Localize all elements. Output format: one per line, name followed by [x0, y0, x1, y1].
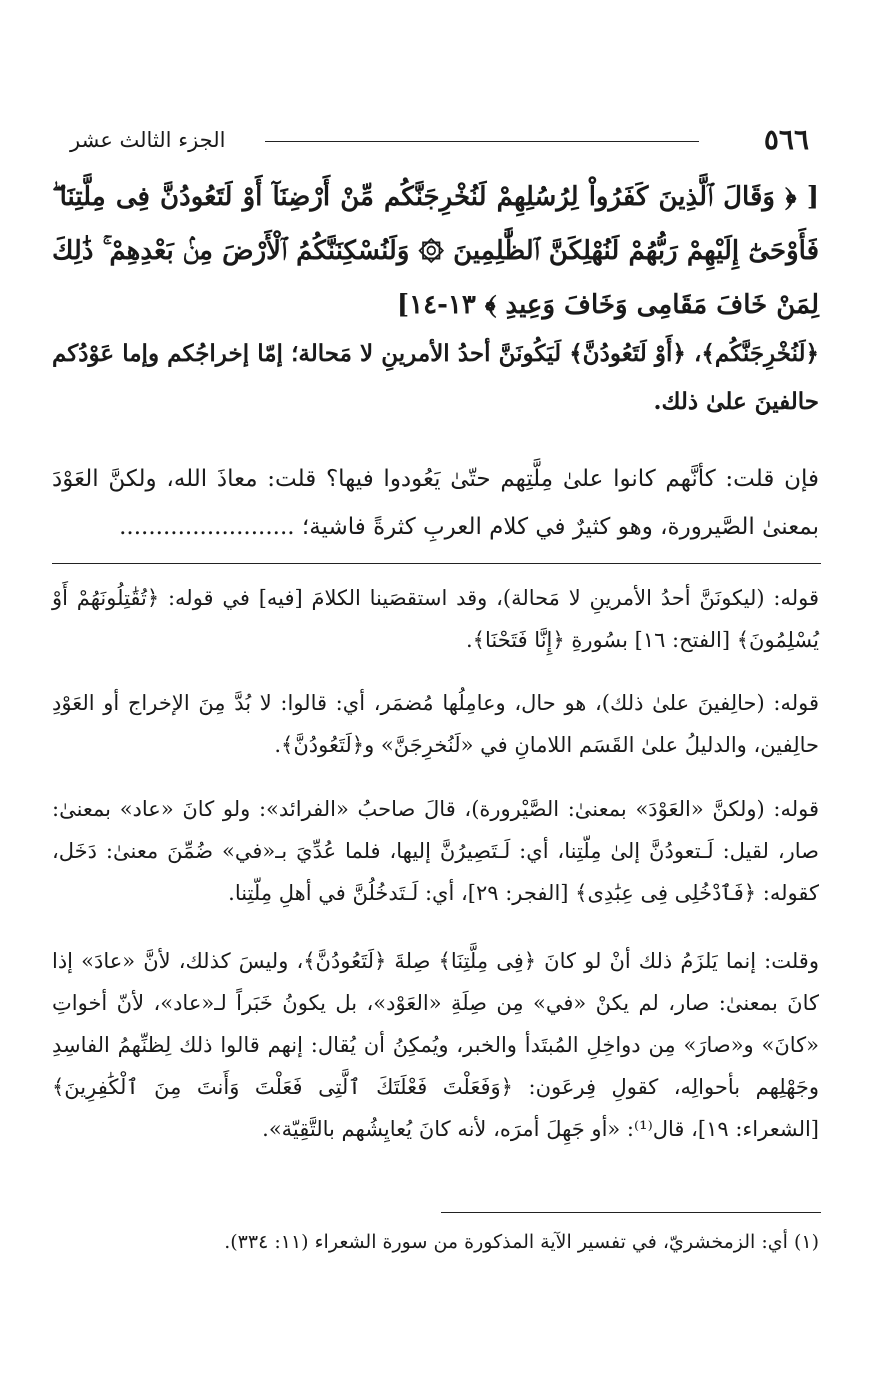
- page-number: ٥٦٦: [763, 123, 809, 156]
- main-paragraph-2: فإن قلت: كأنَّهم كانوا علىٰ مِلَّتِهم حتّىٰ يَعُودوا فيها؟ قلت: معاذَ الله، ولكنَّ العَوْدَ بمعنىٰ الصَّيرورة، وهو كثيرٌ في كلام العربِ كثرةً فاشية؛ ........................: [52, 466, 819, 540]
- quran-verse-block: [ ﴿ وَقَالَ ٱلَّذِينَ كَفَرُواْ لِرُسُلِهِمْ لَنُخْرِجَنَّكُم مِّنْ أَرْضِنَآ أَوْ لَتَعُودُنَّ فِى مِلَّتِنَا ۖ فَأَوْحَىٰٓ إِلَيْهِمْ رَبُّهُمْ لَنُهْلِكَنَّ ٱلظَّٰلِمِينَ ۞ وَلَنُسْكِنَنَّكُمُ ٱلْأَرْضَ مِنۢ بَعْدِهِمْ ۚ ذَٰلِكَ لِمَنْ خَافَ مَقَامِى وَخَافَ وَعِيدِ ﴾ ١٣-١٤]: [52, 182, 819, 320]
- commentary-paragraph-3: قوله: (ولكنَّ «العَوْدَ» بمعنىٰ: الصَّيْرورة)، قالَ صاحبُ «الفرائد»: ولو كانَ «عاد» بمعنىٰ: صار، لقيل: لَـتعودُنَّ إلىٰ مِلّتِنا، أي: لَـتَصِيرُنَّ إليها، فلما عُدِّيَ بـ«في» ضُمِّنَ معنىٰ: دَخَل، كقوله: ﴿فَٱدْخُلِى فِى عِبَٰدِى﴾ [الفجر: ٢٩]، أي: لَـتَدخُلُنَّ في أهلِ مِلّتِنا.: [52, 797, 819, 905]
- commentary-paragraph-1: قوله: (ليكونَنَّ أحدُ الأمرينِ لا مَحالة)، وقد استقصَينا الكلامَ [فيه] في قوله: ﴿تُقَٰتِلُونَهُمْ أَوْ يُسْلِمُونَ﴾ [الفتح: ١٦] بسُورةِ ﴿إِنَّا فَتَحْنَا﴾.: [52, 586, 819, 652]
- commentary-paragraph-4: وقلت: إنما يَلزَمُ ذلك أنْ لو كانَ ﴿فِى مِلَّتِنَا﴾ صِلةَ ﴿لَتَعُودُنَّ﴾، وليسَ كذلك، لأنَّ «عادَ» إذا كانَ بمعنىٰ: صار، لم يكنْ «في» مِن صِلَةِ «العَوْد»، بل يكونُ خَبَراً لـ«عاد»، لأنّ أخواتِ «كانَ» و«صارَ» مِن دواخِلِ المُبتَدأ والخبر، ويُمكِنُ أن يُقال: إنهم قالوا ذلك لِظنِّهمُ الفاسِدِ وجَهْلِهم بأحوالِه، كقولِ فِرعَون: ﴿وَفَعَلْتَ فَعْلَتَكَ ٱلَّتِى فَعَلْتَ وَأَنتَ مِنَ ٱلْكَٰفِرِينَ﴾ [الشعراء: ١٩]، قال⁽¹⁾: «أو جَهِلَ أمرَه، لأنه كانَ يُعايِشُهم بالتَّقِيّة».: [52, 949, 819, 1141]
- header-rule: [265, 141, 699, 142]
- page-header: [70, 120, 809, 160]
- footnote: (١) أي: الزمخشريّ، في تفسير الآية المذكورة من سورة الشعراء (١١: ٣٣٤).: [224, 1231, 819, 1253]
- main-paragraph-1: ﴿لَنُخْرِجَنَّكُم﴾، ﴿أَوْ لَتَعُودُنَّ﴾ لَيَكُونَنَّ أحدُ الأمرينِ لا مَحالة؛ إمّا إخراجُكم وإما عَوْدُكم حالفينَ علىٰ ذلك.: [52, 340, 819, 415]
- footnote-rule: [441, 1212, 821, 1213]
- commentary-paragraph-2: قوله: (حالِفينَ علىٰ ذلك)، هو حال، وعامِلُها مُضمَر، أي: قالوا: لا بُدَّ مِنَ الإخراج أو العَوْدِ حالِفين، والدليلُ علىٰ القَسَم اللامانِ في «لَنُخرِجَنَّ» و﴿لَتَعُودُنَّ﴾.: [52, 691, 819, 757]
- section-divider: [52, 563, 821, 564]
- running-title: الجزء الثالث عشر: [70, 128, 226, 152]
